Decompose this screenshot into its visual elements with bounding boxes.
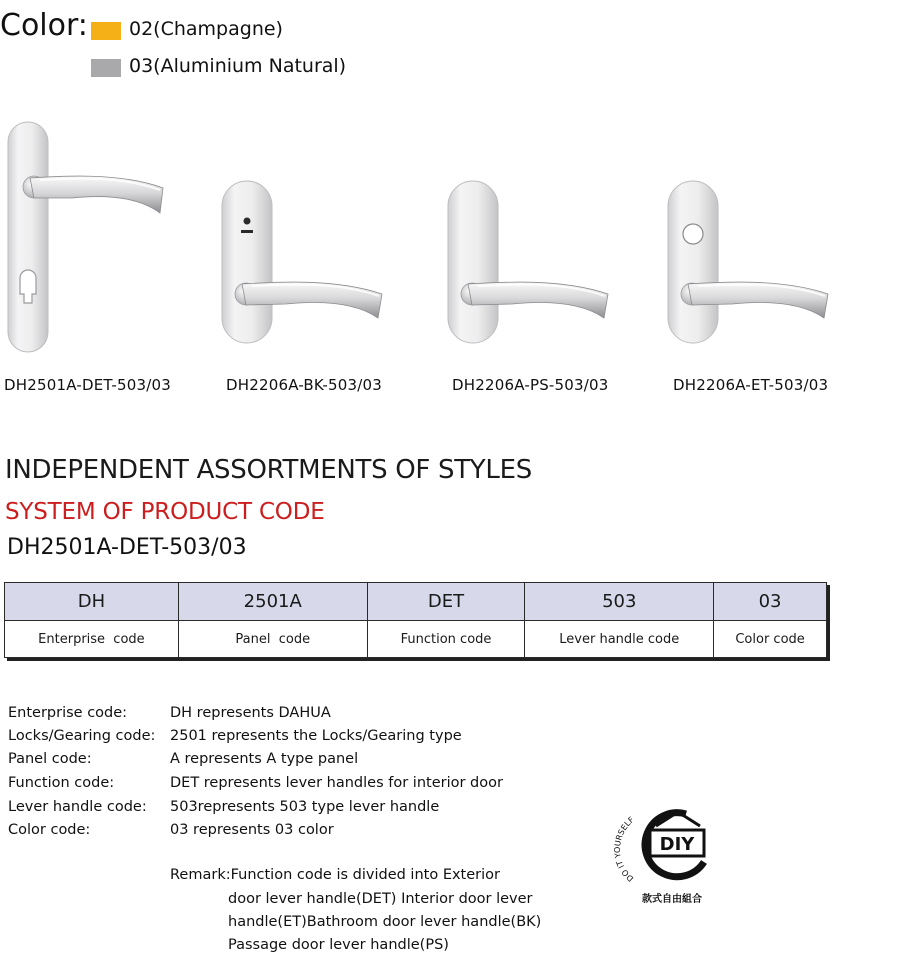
remark-line: Remark:Function code is divided into Exterior bbox=[170, 867, 500, 883]
definition-value: DH represents DAHUA bbox=[170, 705, 331, 721]
segment-lever-handle: 503 bbox=[525, 583, 714, 621]
diy-logo bbox=[612, 800, 722, 915]
product-image-dh2501a-det bbox=[0, 118, 175, 358]
segment-function: DET bbox=[367, 583, 525, 621]
remark-line: handle(ET)Bathroom door lever handle(BK) bbox=[228, 914, 542, 930]
color-label: Color: bbox=[0, 8, 88, 43]
system-heading: SYSTEM OF PRODUCT CODE bbox=[5, 499, 325, 525]
remark-line: door lever handle(DET) Interior door lever bbox=[228, 891, 533, 907]
product-image-dh2206a-et bbox=[656, 178, 836, 348]
champagne-color-text: 02(Champagne) bbox=[129, 18, 283, 40]
svg-text:DO IT YOURSELF bbox=[613, 815, 636, 883]
product-image-dh2206a-bk bbox=[210, 178, 390, 348]
definition-value: A represents A type panel bbox=[170, 751, 359, 767]
remark-line: Passage door lever handle(PS) bbox=[228, 937, 449, 953]
aluminium-color-text: 03(Aluminium Natural) bbox=[129, 55, 347, 77]
name-panel: Panel code bbox=[178, 621, 367, 658]
definition-value: 503represents 503 type lever handle bbox=[170, 799, 440, 815]
product-code-caption: DH2501A-DET-503/03 bbox=[4, 376, 171, 394]
code-name-row bbox=[5, 621, 827, 658]
name-enterprise: Enterprise code bbox=[5, 621, 179, 658]
name-function: Function code bbox=[367, 621, 525, 658]
product-image-dh2206a-ps bbox=[436, 178, 616, 348]
example-product-code: DH2501A-DET-503/03 bbox=[7, 535, 247, 560]
segment-panel: 2501A bbox=[178, 583, 367, 621]
name-color: Color code bbox=[714, 621, 827, 658]
segment-enterprise: DH bbox=[5, 583, 179, 621]
assortments-heading: INDEPENDENT ASSORTMENTS OF STYLES bbox=[5, 455, 532, 485]
diy-arc-text: DO IT YOURSELF bbox=[612, 815, 636, 884]
definition-label: Locks/Gearing code: bbox=[8, 728, 156, 744]
champagne-swatch bbox=[91, 22, 121, 40]
definition-value: 2501 represents the Locks/Gearing type bbox=[170, 728, 462, 744]
product-code-caption: DH2206A-ET-503/03 bbox=[673, 376, 829, 394]
name-lever-handle: Lever handle code bbox=[525, 621, 714, 658]
diy-badge-text: DIY bbox=[659, 834, 695, 855]
definition-label: Panel code: bbox=[8, 751, 92, 767]
diy-caption: 款式自由組合 bbox=[642, 894, 702, 905]
definition-label: Enterprise code: bbox=[8, 705, 128, 721]
segment-color: 03 bbox=[714, 583, 827, 621]
code-segment-row bbox=[5, 583, 827, 621]
definition-value: DET represents lever handles for interior door bbox=[170, 775, 503, 791]
definition-label: Lever handle code: bbox=[8, 799, 147, 815]
product-code-table bbox=[4, 582, 827, 658]
definition-value: 03 represents 03 color bbox=[170, 822, 334, 838]
definition-label: Function code: bbox=[8, 775, 115, 791]
aluminium-swatch bbox=[91, 59, 121, 77]
definition-label: Color code: bbox=[8, 822, 91, 838]
product-code-caption: DH2206A-BK-503/03 bbox=[226, 376, 382, 394]
product-code-caption: DH2206A-PS-503/03 bbox=[452, 376, 609, 394]
